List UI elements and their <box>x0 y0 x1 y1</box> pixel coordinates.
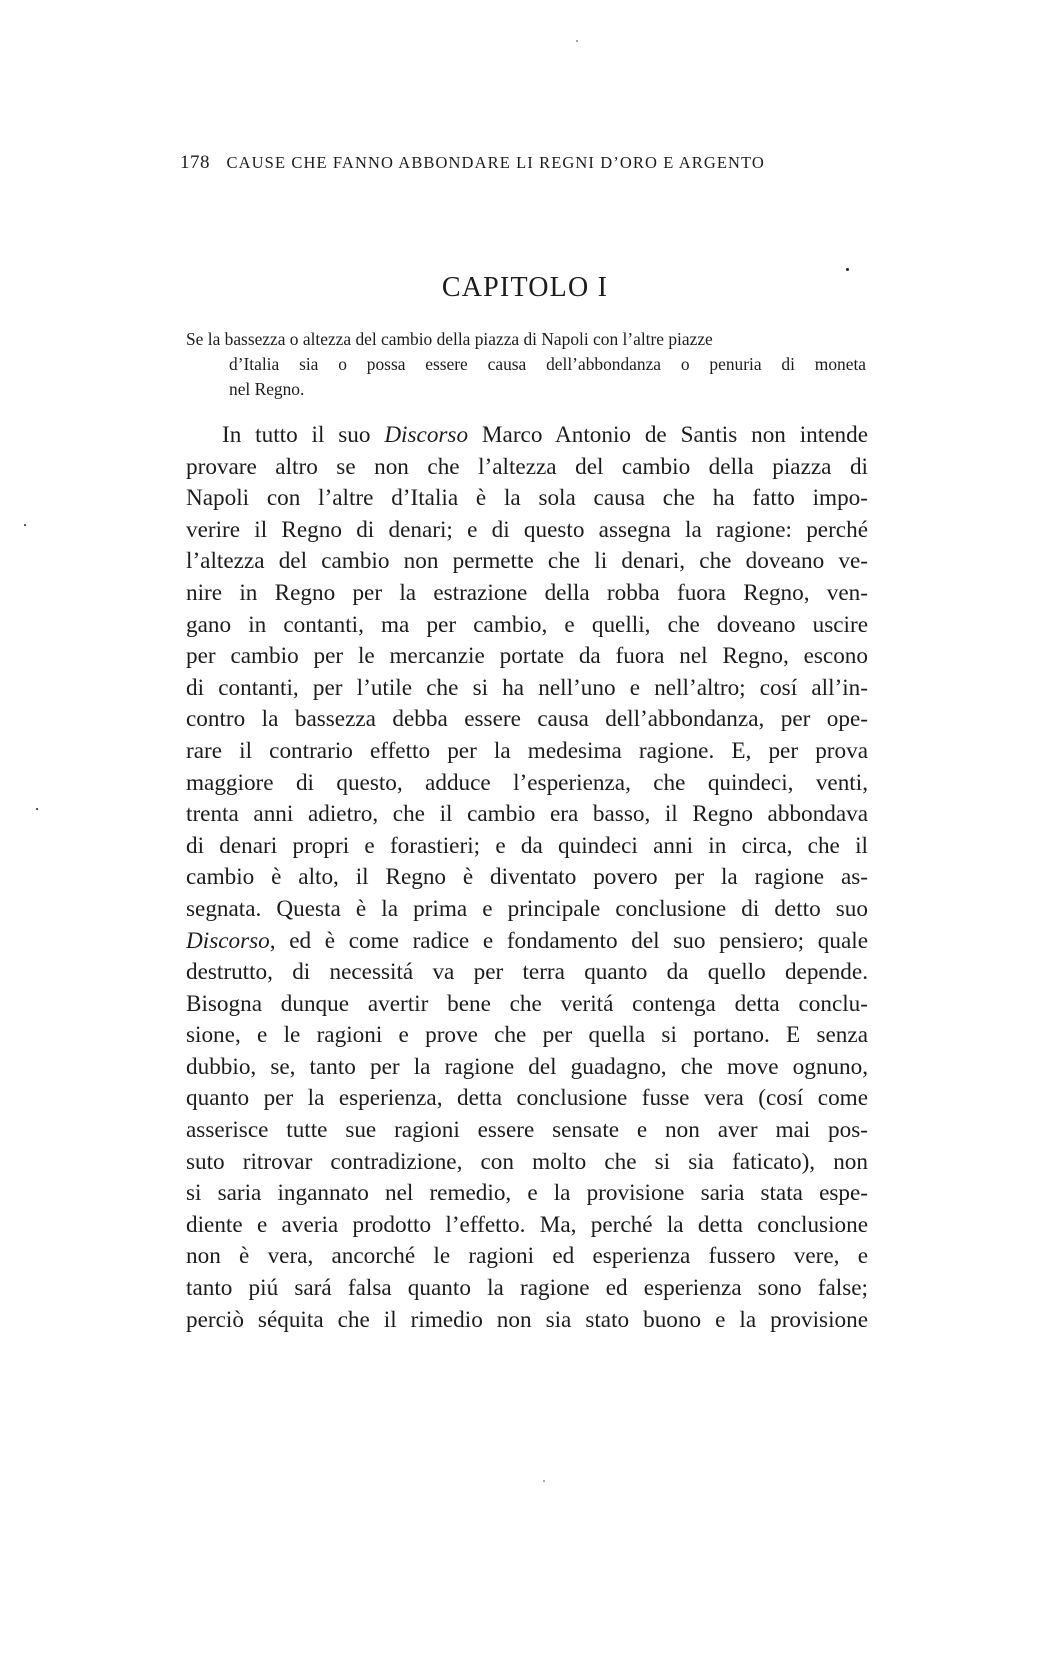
scan-speck <box>576 40 578 42</box>
text-line: Bisogna dunque avertir bene che veritá contenga detta conclu- <box>186 990 868 1017</box>
chapter-summary <box>186 327 866 402</box>
text-line <box>186 926 868 958</box>
text-run: , ed è come radice e fondamento del suo pensiero; quale <box>269 927 868 954</box>
italic-title: Discorso <box>384 422 469 448</box>
text-line: maggiore di questo, adduce l’esperienza, che quindeci, venti, <box>186 769 868 796</box>
page-number: 178 <box>180 152 210 173</box>
text-line: verire il Regno di denari; e di questo assegna la ragione: perché <box>186 516 868 543</box>
text-line: tanto piú sará falsa quanto la ragione ed esperienza sono false; <box>186 1275 868 1302</box>
text-line: provare altro se non che l’altezza del cambio della piazza di <box>186 453 868 480</box>
text-line: segnata. Questa è la prima e principale conclusione di detto suo <box>186 895 868 922</box>
chapter-title: CAPITOLO I <box>441 272 609 303</box>
text-line: per cambio per le mercanzie portate da fuora nel Regno, escono <box>186 643 868 670</box>
text-line: di contanti, per l’utile che si ha nell’uno e nell’altro; cosí all’in- <box>186 674 868 701</box>
text-line: quanto per la esperienza, detta conclusione fusse vera (cosí come <box>186 1085 868 1112</box>
text-line: perciò séquita che il rimedio non sia stato buono e la provisione <box>186 1306 868 1333</box>
text-line: contro la bassezza debba essere causa dell’abbondanza, per ope- <box>186 706 868 733</box>
body-paragraph <box>186 420 868 1336</box>
running-header <box>180 152 880 174</box>
text-line: trenta anni adietro, che il cambio era basso, il Regno abbondava <box>186 801 868 828</box>
text-line: non è vera, ancorché le ragioni ed esperienza fussero vere, e <box>186 1243 868 1270</box>
text-line: sione, e le ragioni e prove che per quella si portano. E senza <box>186 1022 868 1049</box>
text-line: di denari propri e forastieri; e da quindeci anni in circa, che il <box>186 832 868 859</box>
text-line: dubbio, se, tanto per la ragione del guadagno, che move ognuno, <box>186 1053 868 1080</box>
italic-title: Discorso <box>186 927 270 954</box>
text-line: destrutto, di necessitá va per terra quanto da quello depende. <box>186 959 868 986</box>
running-title: CAUSE CHE FANNO ABBONDARE LI REGNI D’ORO E ARGENTO <box>226 153 765 172</box>
summary-line-text: d’Italia sia o possa essere causa dell’abbondanza o penuria di moneta <box>229 354 866 374</box>
scan-speck <box>24 524 26 526</box>
text-line: diente e averia prodotto l’effetto. Ma, perché la detta conclusione <box>186 1211 868 1238</box>
scan-speck <box>543 1480 545 1482</box>
text-line: suto ritrovar contradizione, con molto che si sia faticato), non <box>186 1148 868 1175</box>
text-line: nire in Regno per la estrazione della robba fuora Regno, ven- <box>186 579 868 606</box>
scan-speck <box>36 808 38 810</box>
text-line: Napoli con l’altre d’Italia è la sola causa che ha fatto impo- <box>186 485 868 512</box>
text-line: si saria ingannato nel remedio, e la provisione saria stata espe- <box>186 1180 868 1207</box>
text-line: asserisce tutte sue ragioni essere sensate e non aver mai pos- <box>186 1117 868 1144</box>
scan-speck <box>846 268 849 271</box>
text-line: cambio è alto, il Regno è diventato povero per la ragione as- <box>186 864 868 891</box>
text-line: gano in contanti, ma per cambio, e quelli, che doveano uscire <box>186 611 868 638</box>
text-run: In tutto il suo <box>222 422 385 448</box>
summary-line: Se la bassezza o altezza del cambio della piazza di Napoli con l’altre piazze <box>186 329 713 349</box>
text-line: l’altezza del cambio non permette che li denari, che doveano ve- <box>186 548 868 575</box>
summary-line <box>186 352 866 377</box>
summary-line: nel Regno. <box>229 379 305 399</box>
text-line <box>186 420 868 452</box>
text-line: rare il contrario effetto per la medesima ragione. E, per prova <box>186 737 868 764</box>
text-run: Marco Antonio de Santis non intende <box>468 422 868 448</box>
